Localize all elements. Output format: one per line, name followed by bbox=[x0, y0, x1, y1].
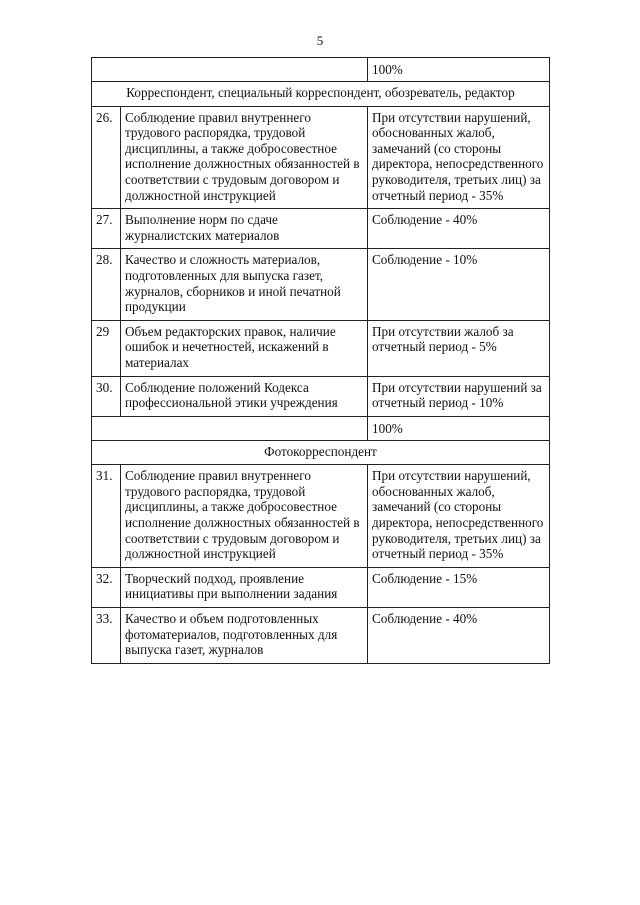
table-row bbox=[92, 567, 550, 607]
criterion-value: При отсутствии нарушений, обоснованных жалоб, замечаний (со стороны директора, непосредственного руководителя, третьих лиц) за отчетный период - 35% bbox=[368, 106, 550, 209]
row-number: 32. bbox=[92, 567, 121, 607]
table-row bbox=[92, 376, 550, 416]
criterion-text: Соблюдение правил внутреннего трудового распорядка, трудовой дисциплины, а также добросовестное исполнение должностных обязанностей в соответствии с трудовым договором и должностной инструкцией bbox=[121, 106, 368, 209]
row-number: 26. bbox=[92, 106, 121, 209]
criterion-value: При отсутствии нарушений, обоснованных жалоб, замечаний (со стороны директора, непосредственного руководителя, третьих лиц) за отчетный период - 35% bbox=[368, 465, 550, 568]
row-number: 29 bbox=[92, 320, 121, 376]
criterion-text: Соблюдение правил внутреннего трудового распорядка, трудовой дисциплины, а также добросовестное исполнение должностных обязанностей в соответствии с трудовым договором и должностной инструкцией bbox=[121, 465, 368, 568]
table-row bbox=[92, 608, 550, 664]
section-header-row bbox=[92, 82, 550, 107]
table-row bbox=[92, 209, 550, 249]
criterion-text: Качество и объем подготовленных фотоматериалов, подготовленных для выпуска газет, журналов bbox=[121, 608, 368, 664]
criterion-text: Соблюдение положений Кодекса профессиональной этики учреждения bbox=[121, 376, 368, 416]
total-label-cell bbox=[92, 416, 368, 440]
criterion-text: Объем редакторских правок, наличие ошибок и нечетностей, искажений в материалах bbox=[121, 320, 368, 376]
criterion-text: Качество и сложность материалов, подготовленных для выпуска газет, журналов, сборников и иной печатной продукции bbox=[121, 249, 368, 320]
page-number: 5 bbox=[316, 33, 324, 48]
total-row-top bbox=[92, 58, 550, 82]
total-label-cell bbox=[92, 58, 368, 82]
criterion-value: При отсутствии жалоб за отчетный период - 5% bbox=[368, 320, 550, 376]
row-number: 31. bbox=[92, 465, 121, 568]
section-title: Корреспондент, специальный корреспондент, обозреватель, редактор bbox=[92, 82, 550, 107]
row-number: 27. bbox=[92, 209, 121, 249]
row-number: 33. bbox=[92, 608, 121, 664]
section-title: Фотокорреспондент bbox=[92, 440, 550, 465]
criterion-value: Соблюдение - 15% bbox=[368, 567, 550, 607]
criteria-table bbox=[91, 57, 550, 664]
row-number: 28. bbox=[92, 249, 121, 320]
criterion-text: Творческий подход, проявление инициативы при выполнении задания bbox=[121, 567, 368, 607]
total-row bbox=[92, 416, 550, 440]
table-row bbox=[92, 465, 550, 568]
criterion-value: Соблюдение - 40% bbox=[368, 209, 550, 249]
row-number: 30. bbox=[92, 376, 121, 416]
total-value: 100% bbox=[368, 416, 550, 440]
criterion-value: Соблюдение - 40% bbox=[368, 608, 550, 664]
section-header-row bbox=[92, 440, 550, 465]
criterion-text: Выполнение норм по сдаче журналистских материалов bbox=[121, 209, 368, 249]
table-row bbox=[92, 106, 550, 209]
criterion-value: Соблюдение - 10% bbox=[368, 249, 550, 320]
total-value: 100% bbox=[368, 58, 550, 82]
table-row bbox=[92, 320, 550, 376]
criterion-value: При отсутствии нарушений за отчетный период - 10% bbox=[368, 376, 550, 416]
table-row bbox=[92, 249, 550, 320]
